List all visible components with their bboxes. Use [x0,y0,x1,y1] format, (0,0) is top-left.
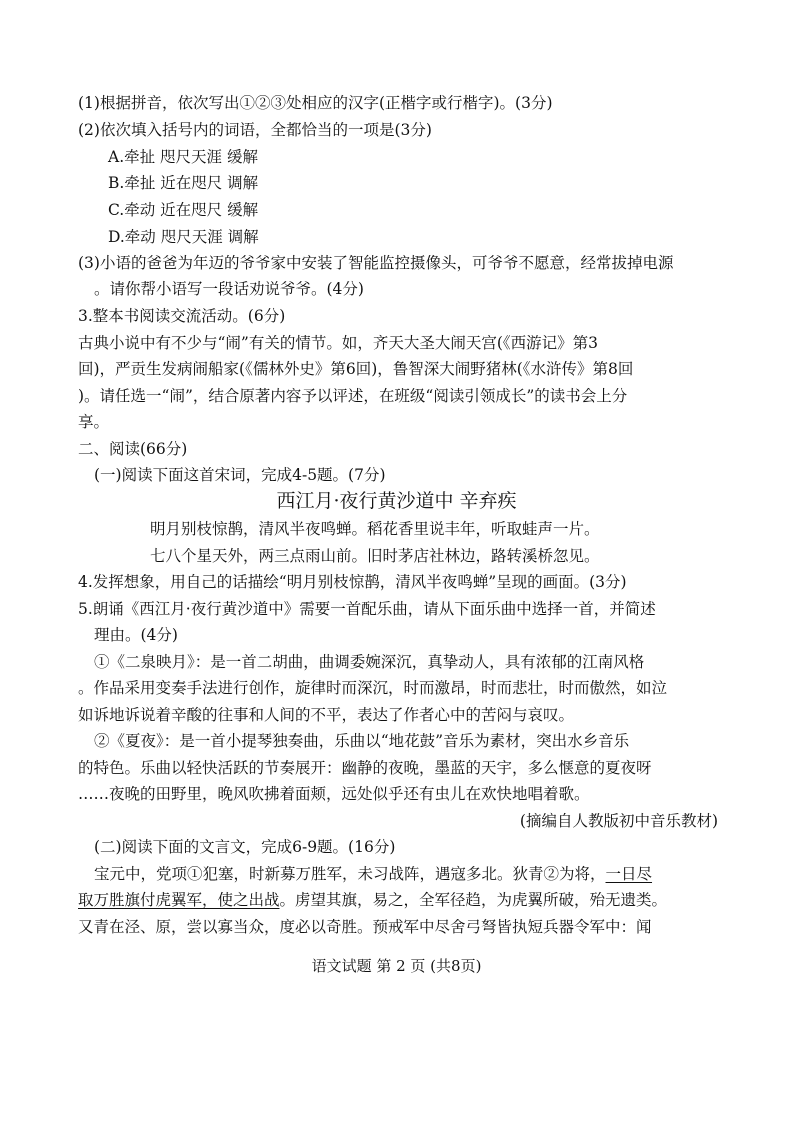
page-footer: 语文试题 第 2 页 (共8页) [311,957,482,975]
poem-line-2: 七八个星天外，两三点雨山前。旧时茅店社林边，路转溪桥忽见。 [150,547,600,565]
part-two-instruction: (二)阅读下面的文言文，完成6-9题。(16分) [94,838,396,856]
music-1-line1: ①《二泉映月》：是一首二胡曲，曲调委婉深沉，真挚动人，具有浓郁的江南风格 [94,653,645,671]
q4-prompt: 4.发挥想象，用自己的话描绘“明月别枝惊鹊，清风半夜鸣蝉”呈现的画面。(3分) [78,573,627,591]
music-source: (摘编自人教版初中音乐教材) [519,812,718,830]
classical-text-line3: 又青在泾、原，尝以寡当众，度必以奇胜。预戒军中尽舍弓弩皆执短兵器令军中：闻 [78,918,652,936]
q3-body-line3: )。请任选一“闹”，结合原著内容予以评述，在班级“阅读引领成长”的读书会上分 [78,387,628,405]
option-c: C.牵动 近在咫尺 缓解 [108,201,259,219]
music-2-line1: ②《夏夜》：是一首小提琴独奏曲，乐曲以“地花鼓”音乐为素材，突出水乡音乐 [94,732,630,750]
q1-3-prompt-line1: (3)小语的爸爸为年迈的爷爷家中安装了智能监控摄像头，可爷爷不愿意，经常拔掉电源 [78,254,674,272]
q1-1-prompt: (1)根据拼音，依次写出①②③处相应的汉字(正楷字或行楷字)。(3分) [78,94,553,112]
underlined-sentence-part2: 取万胜旗付虎翼军，使之出战 [78,891,280,909]
classical-text-line1: 宝元中，党项①犯塞，时新募万胜军，未习战阵，遇寇多北。狄青②为将，一日尽 [94,865,653,883]
music-1-line2: 。作品采用变奏手法进行创作，旋律时而深沉，时而激昂，时而悲壮，时而傲然，如泣 [78,679,668,697]
q3-body-line1: 古典小说中有不少与“闹”有关的情节。如，齐天大圣大闹天宫(《西游记》第3 [78,334,599,352]
poem-title: 西江月·夜行黄沙道中 辛弃疾 [276,490,517,512]
music-2-line2: 的特色。乐曲以轻快活跃的节奏展开：幽静的夜晚，墨蓝的天宇，多么惬意的夏夜呀 [78,759,652,777]
poem-line-1: 明月别枝惊鹊，清风半夜鸣蝉。稻花香里说丰年，听取蛙声一片。 [150,520,600,538]
classical-text-line2: 取万胜旗付虎翼军，使之出战。虏望其旗，易之，全军径趋，为虎翼所破，殆无遗类。 [78,891,668,909]
underlined-sentence-part1: 一日尽 [605,865,653,883]
part-one-instruction: (一)阅读下面这首宋词，完成4-5题。(7分) [94,466,386,484]
q5-prompt-line1: 5.朗诵《西江月·夜行黄沙道中》需要一首配乐曲，请从下面乐曲中选择一首，并简述 [78,600,656,618]
option-d: D.牵动 咫尺天涯 调解 [108,228,259,246]
option-b: B.牵扯 近在咫尺 调解 [108,174,259,192]
music-1-line3: 如诉地诉说着辛酸的往事和人间的不平，表达了作者心中的苦闷与哀叹。 [78,706,575,724]
q3-body-line2: 回)，严贡生发病闹船家(《儒林外史》第6回)，鲁智深大闹野猪林(《水浒传》第8回 [78,360,634,378]
music-2-line3: ……夜晚的田野里，晚风吹拂着面颊，远处似乎还有虫儿在欢快地唱着歌。 [78,785,590,803]
option-a: A.牵扯 咫尺天涯 缓解 [108,148,258,166]
q1-3-prompt-line2: 。请你帮小语写一段话劝说爷爷。(4分) [94,280,364,298]
q3-body-line4: 享。 [78,413,110,431]
section-two-heading: 二、阅读(66分) [78,440,188,458]
q5-prompt-line2: 理由。(4分) [94,626,178,644]
q1-2-prompt: (2)依次填入括号内的词语，全都恰当的一项是(3分) [78,121,432,139]
q3-heading: 3.整本书阅读交流活动。(6分) [78,307,286,325]
